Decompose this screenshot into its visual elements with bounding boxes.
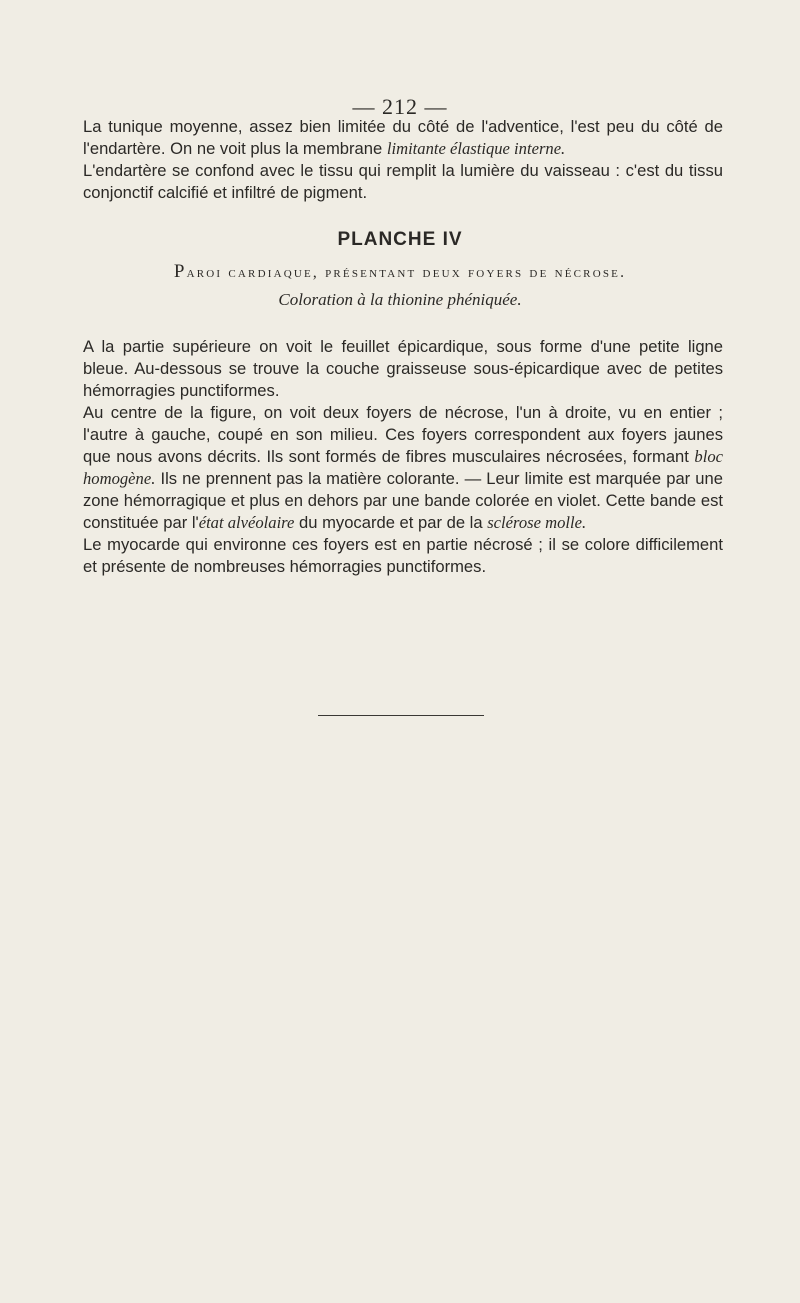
intro-paragraph-1-italic: limitante élastique interne. xyxy=(386,139,566,158)
main-section xyxy=(83,336,723,578)
main-paragraph-2 xyxy=(83,402,723,534)
main-paragraph-2-a: Au centre de la figure, on voit deux foyers de nécrose, l'un à droite, vu en entier ; l'autre à gauche, coupé en son milieu. Ces foyers correspondent aux foyers jaunes que nous avons décrits. Ils sont formés de fibres musculaires nécrosées, formant xyxy=(83,403,723,466)
plate-subtitle-initial: P xyxy=(173,261,187,282)
main-paragraph-2-b: Ils ne prennent pas la matière colorante. — Leur limite est marquée par une zone hémorragique et plus en dehors par une bande colorée en violet. Cette bande est constituée par l' xyxy=(83,469,723,532)
plate-subtitle xyxy=(0,261,800,283)
main-paragraph-2-c: du myocarde et par de la xyxy=(294,513,488,532)
section-divider xyxy=(318,715,484,716)
intro-paragraph-1 xyxy=(83,116,723,160)
main-paragraph-2-italic-2: état alvéolaire xyxy=(198,513,295,532)
plate-caption: Coloration à la thionine phéniquée. xyxy=(278,290,522,309)
intro-section xyxy=(83,116,723,204)
plate-title: PLANCHE IV xyxy=(337,229,463,250)
plate-subtitle-rest: aroi cardiaque, présentant deux foyers de nécrose. xyxy=(186,264,627,281)
main-paragraph-3: Le myocarde qui environne ces foyers est en partie nécrosé ; il se colore difficilement et présente de nombreuses hémorragies punctiformes. xyxy=(83,535,723,576)
intro-paragraph-1-text: La tunique moyenne, assez bien limitée du côté de l'adventice, l'est peu du côté de l'endartère. On ne voit plus la membrane xyxy=(83,117,723,158)
main-paragraph-2-italic-1: bloc homogène. xyxy=(83,447,723,488)
main-paragraph-1: A la partie supérieure on voit le feuillet épicardique, sous forme d'une petite ligne bleue. Au-dessous se trouve la couche graisseuse sous-épicardique avec de petites hémorragies punctiformes. xyxy=(83,337,723,400)
main-paragraph-2-italic-3: sclérose molle. xyxy=(487,513,587,532)
intro-paragraph-2: L'endartère se confond avec le tissu qui remplit la lumière du vaisseau : c'est du tissu conjonctif calcifié et infiltré de pigment. xyxy=(83,161,723,202)
page-number: — 212 — xyxy=(352,94,448,119)
